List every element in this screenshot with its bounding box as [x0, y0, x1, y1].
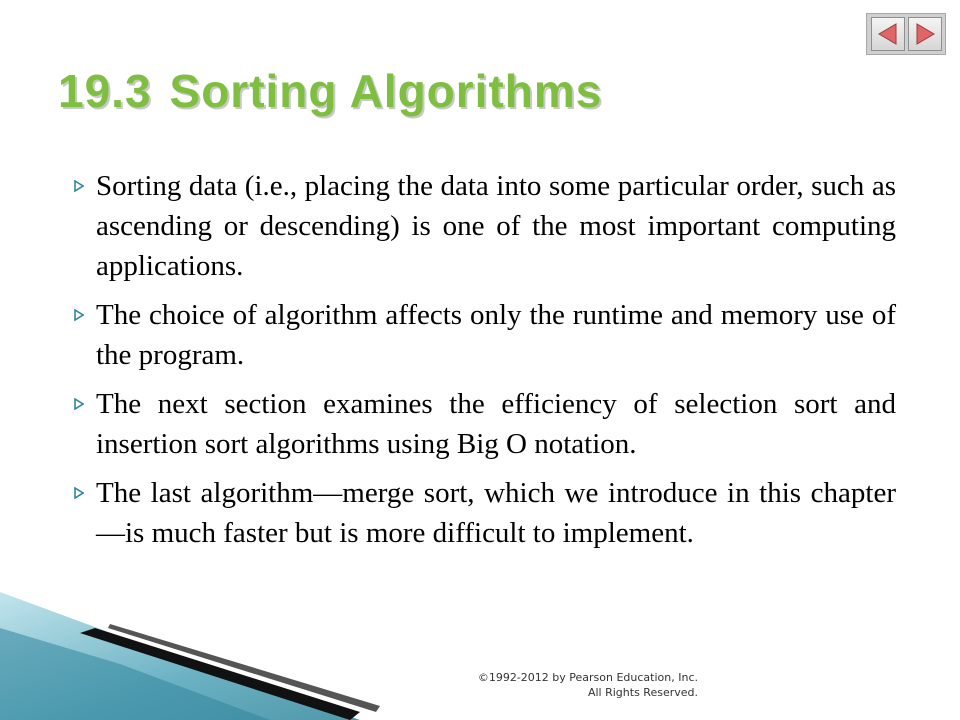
triangle-left-icon	[876, 22, 900, 46]
section-number: 19.3	[58, 65, 152, 117]
slide-title	[58, 64, 602, 118]
triangle-right-bullet-icon	[74, 398, 84, 410]
bullet-text: The last algorithm—merge sort, which we introduce in this chapter—is much faster but is more difficult to implement.	[96, 477, 896, 549]
rights-line: All Rights Reserved.	[587, 686, 698, 699]
slide-navigation	[866, 13, 946, 55]
copyright-notice	[430, 670, 698, 700]
triangle-right-bullet-icon	[74, 487, 84, 499]
bullet-item	[74, 384, 896, 464]
section-title: Sorting Algorithms	[169, 65, 603, 117]
triangle-right-bullet-icon	[74, 309, 84, 321]
triangle-right-bullet-icon	[74, 180, 84, 192]
previous-slide-button[interactable]	[871, 17, 905, 51]
next-slide-button[interactable]	[908, 17, 942, 51]
bullet-text: Sorting data (i.e., placing the data into some particular order, such as ascending or descending) is one of the most important computing applications.	[96, 170, 896, 282]
bullet-item	[74, 473, 896, 553]
bullet-item	[74, 295, 896, 375]
bullet-list	[74, 166, 896, 562]
bullet-text: The next section examines the efficiency of selection sort and insertion sort algorithms using Big O notation.	[96, 388, 896, 460]
bullet-text: The choice of algorithm affects only the runtime and memory use of the program.	[96, 299, 896, 371]
bullet-item	[74, 166, 896, 286]
copyright-line: ©1992-2012 by Pearson Education, Inc.	[477, 671, 698, 684]
triangle-right-icon	[913, 22, 937, 46]
